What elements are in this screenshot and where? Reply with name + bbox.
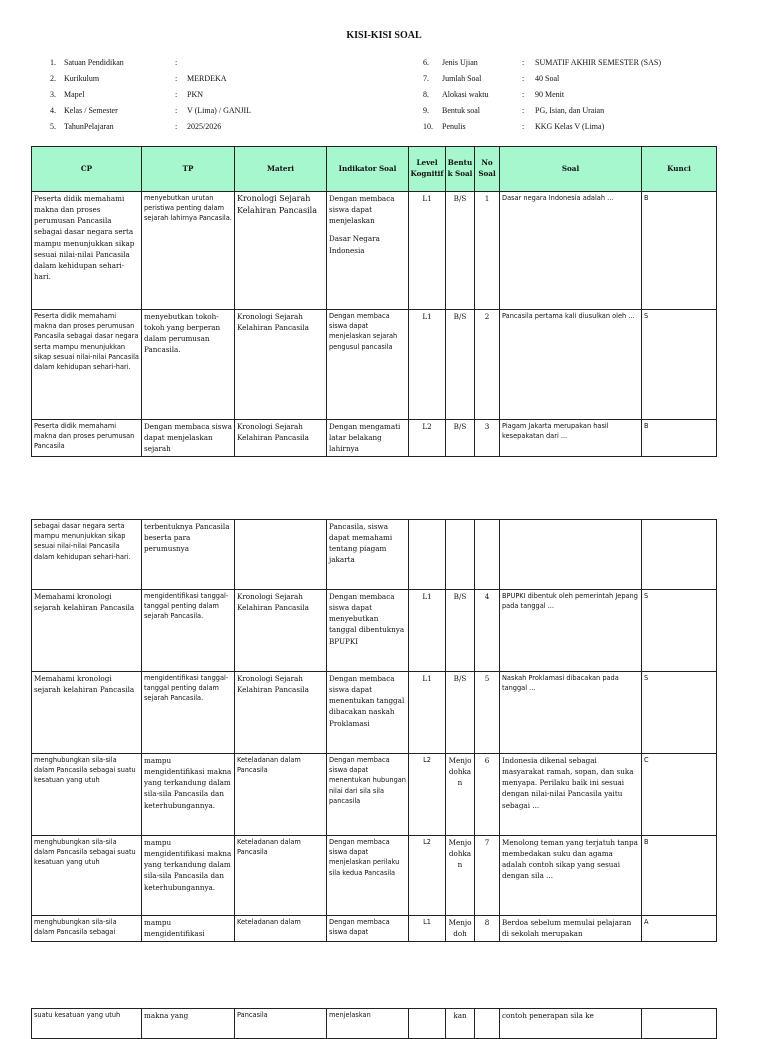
- cell-cp: menghubungkan sila-sila dalam Pancasila sebagai suatu kesatuan yang utuh: [32, 754, 142, 836]
- cell-kunci: A: [642, 916, 717, 942]
- meta-sep: :: [175, 58, 178, 67]
- cell-bentuk: B/S: [446, 310, 475, 420]
- cell-bentuk: Menjodohkan: [446, 754, 475, 836]
- cell-level: L2: [409, 420, 446, 457]
- cell-bentuk: Menjodohkan: [446, 836, 475, 916]
- cell-materi: Kronologi Sejarah Kelahiran Pancasila: [235, 420, 327, 457]
- meta-sep: :: [522, 90, 525, 99]
- kisi-table-page2: [31, 519, 717, 942]
- cell-materi: Keteladanan dalam: [235, 916, 327, 942]
- cell-tp: Dengan membaca siswa dapat menjelaskan sejarah: [142, 420, 235, 457]
- cell-soal: contoh penerapan sila ke: [500, 1009, 642, 1039]
- meta-label: Jenis Ujian: [442, 58, 478, 67]
- meta-sep: :: [522, 74, 525, 83]
- cell-cp: suatu kesatuan yang utuh: [32, 1009, 142, 1039]
- cell-soal: [500, 520, 642, 590]
- cell-kunci: B: [642, 192, 717, 310]
- cell-cp: Peserta didik memahami makna dan proses perumusan Pancasila sebagai dasar negara serta mampu menunjukkan sikap sesuai nilai-nilai Pancasila dalam kehidupan sehari-hari.: [32, 310, 142, 420]
- cell-cp: menghubungkan sila-sila dalam Pancasila sebagai: [32, 916, 142, 942]
- meta-value: MERDEKA: [187, 74, 227, 83]
- indikator-text: Dengan membaca siswa dapat menjelaskan: [329, 194, 395, 226]
- table-row: [32, 590, 717, 672]
- meta-label: Bentuk soal: [442, 106, 480, 115]
- cell-tp: mampu mengidentifikasi makna yang terkandung dalam sila-sila Pancasila dan keterhubungannya.: [142, 754, 235, 836]
- cell-tp: mengidentifikasi tanggal-tanggal penting dalam sejarah Pancasila.: [142, 672, 235, 754]
- cell-level: L1: [409, 192, 446, 310]
- cell-indikator: menjelaskan: [327, 1009, 409, 1039]
- cell-tp: mampu mengidentifikasi makna yang terkandung dalam sila-sila Pancasila dan keterhubungannya.: [142, 836, 235, 916]
- cell-soal: Pancasila pertama kali diusulkan oleh ...: [500, 310, 642, 420]
- cell-level: [409, 520, 446, 590]
- cell-tp: terbentuknya Pancasila beserta para perumusnya: [142, 520, 235, 590]
- cell-bentuk: B/S: [446, 590, 475, 672]
- meta-label: Mapel: [64, 90, 85, 99]
- meta-label: Penulis: [442, 122, 466, 131]
- cell-indikator: Dengan membaca siswa dapat menentukan tanggal dibacakan naskah Proklamasi: [327, 672, 409, 754]
- cell-kunci: S: [642, 310, 717, 420]
- meta-num: 10.: [423, 122, 433, 131]
- meta-row: [40, 106, 400, 122]
- meta-value: KKG Kelas V (Lima): [535, 122, 605, 131]
- cell-level: L2: [409, 836, 446, 916]
- cell-no: 7: [475, 836, 500, 916]
- cell-materi: Pancasila: [235, 1009, 327, 1039]
- cell-no: 5: [475, 672, 500, 754]
- cell-level: L2: [409, 754, 446, 836]
- cell-bentuk: Menjodoh: [446, 916, 475, 942]
- meta-sep: :: [175, 122, 178, 131]
- cell-indikator: Dengan membaca siswa dapat menentukan hubungan nilai dari sila sila pancasila: [327, 754, 409, 836]
- cell-kunci: [642, 520, 717, 590]
- meta-row: [416, 58, 736, 74]
- cell-materi: Keteladanan dalam Pancasila: [235, 836, 327, 916]
- col-header-tp: TP: [142, 147, 235, 192]
- cell-no: [475, 520, 500, 590]
- cell-cp: Peserta didik memahami makna dan proses perumusan Pancasila sebagai dasar negara serta mampu menunjukkan sikap sesuai nilai-nilai Pancasila dalam kehidupan sehari-hari.: [32, 192, 142, 310]
- meta-num: 3.: [50, 90, 56, 99]
- meta-num: 7.: [423, 74, 429, 83]
- meta-label: TahunPelajaran: [64, 122, 114, 131]
- cell-indikator: Dengan mengamati latar belakang lahirnya: [327, 420, 409, 457]
- cell-level: L1: [409, 590, 446, 672]
- meta-num: 8.: [423, 90, 429, 99]
- cell-soal: Piagam Jakarta merupakan hasil kesepakatan dari ...: [500, 420, 642, 457]
- meta-row: [416, 106, 736, 122]
- meta-left: [40, 58, 400, 138]
- cell-cp: Memahami kronologi sejarah kelahiran Pancasila: [32, 672, 142, 754]
- cell-bentuk: [446, 520, 475, 590]
- cell-soal: Menolong teman yang terjatuh tanpa membedakan suku dan agama adalah contoh sikap yang sesuai dengan sila ...: [500, 836, 642, 916]
- cell-soal: Dasar negara Indonesia adalah ...: [500, 192, 642, 310]
- cell-indikator: Dengan membaca siswa dapat menyebutkan tanggal dibentuknya BPUPKI: [327, 590, 409, 672]
- cell-kunci: B: [642, 420, 717, 457]
- cell-soal: Naskah Proklamasi dibacakan pada tanggal ...: [500, 672, 642, 754]
- meta-row: [416, 90, 736, 106]
- cell-tp: mengidentifikasi tanggal-tanggal penting dalam sejarah Pancasila.: [142, 590, 235, 672]
- meta-sep: :: [522, 106, 525, 115]
- cell-soal: BPUPKI dibentuk oleh pemerintah Jepang pada tanggal ...: [500, 590, 642, 672]
- cell-indikator: Dengan membaca siswa dapat menjelaskan perilaku sila kedua Pancasila: [327, 836, 409, 916]
- col-header-soal: Soal: [500, 147, 642, 192]
- cell-materi: Kronologi Sejarah Kelahiran Pancasila: [235, 672, 327, 754]
- table-row: [32, 192, 717, 310]
- meta-label: Kelas / Semester: [64, 106, 118, 115]
- table-row: [32, 520, 717, 590]
- col-header-kunci: Kunci: [642, 147, 717, 192]
- meta-num: 5.: [50, 122, 56, 131]
- meta-label: Alokasi waktu: [442, 90, 489, 99]
- meta-sep: :: [175, 74, 178, 83]
- document-title: KISI-KISI SOAL: [346, 30, 422, 41]
- cell-materi: Kronologi Sejarah Kelahiran Pancasila: [235, 310, 327, 420]
- col-header-indikator: Indikator Soal: [327, 147, 409, 192]
- col-header-materi: Materi: [235, 147, 327, 192]
- cell-bentuk: kan: [446, 1009, 475, 1039]
- cell-level: L1: [409, 916, 446, 942]
- cell-kunci: B: [642, 836, 717, 916]
- meta-num: 6.: [423, 58, 429, 67]
- table-row: [32, 672, 717, 754]
- kisi-table-page1: [31, 146, 717, 457]
- cell-cp: Peserta didik memahami makna dan proses perumusan Pancasila: [32, 420, 142, 457]
- cell-cp: Memahami kronologi sejarah kelahiran Pancasila: [32, 590, 142, 672]
- cell-kunci: C: [642, 754, 717, 836]
- meta-value: PKN: [187, 90, 204, 99]
- meta-num: 2.: [50, 74, 56, 83]
- cell-cp: menghubungkan sila-sila dalam Pancasila sebagai suatu kesatuan yang utuh: [32, 836, 142, 916]
- meta-num: 4.: [50, 106, 56, 115]
- meta-label: Satuan Pendidikan: [64, 58, 124, 67]
- table-header-row: [32, 147, 717, 192]
- table-row: [32, 916, 717, 942]
- cell-materi: Kronologi Sejarah Kelahiran Pancasila: [235, 192, 327, 310]
- cell-bentuk: B/S: [446, 420, 475, 457]
- indikator-text: Dasar Negara Indonesia: [329, 234, 380, 255]
- col-header-no: No Soal: [475, 147, 500, 192]
- cell-level: L1: [409, 310, 446, 420]
- cell-soal: Indonesia dikenal sebagai masyarakat ramah, sopan, dan suka menyapa. Perilaku baik ini sesuai dengan nilai-nilai Pancasila yaitu sebagai ...: [500, 754, 642, 836]
- meta-row: [40, 58, 400, 74]
- col-header-bentuk: Bentuk Soal: [446, 147, 475, 192]
- meta-value: 90 Menit: [535, 90, 565, 99]
- meta-value: 2025/2026: [187, 122, 222, 131]
- cell-materi: Kronologi Sejarah Kelahiran Pancasila: [235, 590, 327, 672]
- cell-no: 8: [475, 916, 500, 942]
- meta-label: Kurikulum: [64, 74, 100, 83]
- cell-no: 1: [475, 192, 500, 310]
- cell-level: L1: [409, 672, 446, 754]
- table-row: [32, 310, 717, 420]
- meta-value: PG, Isian, dan Uraian: [535, 106, 605, 115]
- cell-tp: mampu mengidentifikasi: [142, 916, 235, 942]
- cell-materi: Keteladanan dalam Pancasila: [235, 754, 327, 836]
- table-row: [32, 420, 717, 457]
- meta-num: 9.: [423, 106, 429, 115]
- meta-label: Jumlah Soal: [442, 74, 482, 83]
- col-header-cp: CP: [32, 147, 142, 192]
- meta-sep: :: [522, 58, 525, 67]
- cell-indikator: Pancasila, siswa dapat memahami tentang piagam jakarta: [327, 520, 409, 590]
- cell-materi: [235, 520, 327, 590]
- cell-no: 6: [475, 754, 500, 836]
- table-row: [32, 836, 717, 916]
- meta-sep: :: [522, 122, 525, 131]
- meta-row: [40, 74, 400, 90]
- cell-cp: sebagai dasar negara serta mampu menunjukkan sikap sesuai nilai-nilai Pancasila dalam kehidupan sehari-hari.: [32, 520, 142, 590]
- cell-tp: makna yang: [142, 1009, 235, 1039]
- meta-row: [40, 122, 400, 138]
- meta-num: 1.: [50, 58, 56, 67]
- cell-no: 3: [475, 420, 500, 457]
- meta-sep: :: [175, 90, 178, 99]
- cell-tp: menyebutkan urutan peristiwa penting dalam sejarah lahirnya Pancasila.: [142, 192, 235, 310]
- cell-kunci: S: [642, 672, 717, 754]
- meta-row: [416, 74, 736, 90]
- table-row: [32, 754, 717, 836]
- meta-value: V (Lima) / GANJIL: [187, 106, 252, 115]
- meta-row: [40, 90, 400, 106]
- cell-no: 2: [475, 310, 500, 420]
- cell-indikator: Dengan membaca siswa dapat menjelaskan sejarah pengusul pancasila: [327, 310, 409, 420]
- meta-value: 40 Soal: [535, 74, 560, 83]
- cell-bentuk: B/S: [446, 192, 475, 310]
- meta-sep: :: [175, 106, 178, 115]
- cell-no: 4: [475, 590, 500, 672]
- cell-indikator: Dengan membaca siswa dapat: [327, 916, 409, 942]
- cell-bentuk: B/S: [446, 672, 475, 754]
- col-header-level: Level Kognitif: [409, 147, 446, 192]
- meta-right: [416, 58, 736, 138]
- cell-indikator: [327, 192, 409, 310]
- cell-kunci: S: [642, 590, 717, 672]
- cell-soal: Berdoa sebelum memulai pelajaran di sekolah merupakan: [500, 916, 642, 942]
- cell-tp: menyebutkan tokoh-tokoh yang berperan dalam perumusan Pancasila.: [142, 310, 235, 420]
- meta-row: [416, 122, 736, 138]
- meta-value: SUMATIF AKHIR SEMESTER (SAS): [535, 58, 662, 67]
